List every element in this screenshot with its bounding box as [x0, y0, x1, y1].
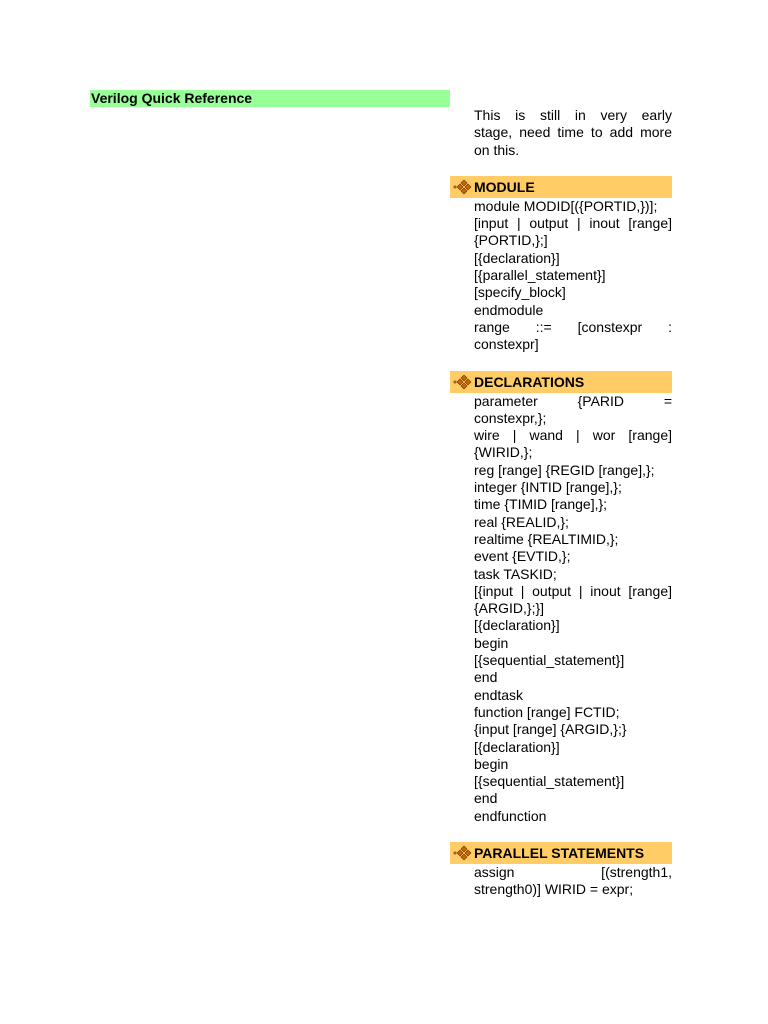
code-line: constexpr] — [474, 336, 539, 353]
code-line: realtime {REALTIMID,}; — [474, 530, 619, 547]
code-line: endmodule — [474, 301, 544, 318]
code-line: task TASKID; — [474, 565, 557, 582]
section-heading-label: MODULE — [474, 178, 535, 195]
code-line: range ::= [constexpr : — [474, 318, 672, 335]
code-line: constexpr,}; — [474, 409, 547, 426]
code-line: [{declaration}] — [474, 249, 560, 266]
section-declarations — [474, 371, 672, 825]
code-line: wire | wand | wor [range] — [474, 427, 672, 444]
code-line: module MODID[({PORTID,})]; — [474, 197, 658, 214]
diamond-cluster-icon — [452, 844, 472, 862]
code-line: {input [range] {ARGID,};} — [474, 721, 627, 738]
document-title: Verilog Quick Reference — [90, 90, 450, 107]
code-line: endfunction — [474, 807, 547, 824]
code-line: assign [(strength1, — [474, 863, 672, 880]
diamond-cluster-icon — [452, 373, 472, 391]
code-line: end — [474, 790, 498, 807]
intro-line: This is still in very early — [474, 107, 672, 123]
code-line: end — [474, 669, 498, 686]
code-line: begin — [474, 755, 509, 772]
code-line: [{sequential_statement}] — [474, 652, 625, 669]
sections-container — [474, 176, 672, 899]
section-parallel-statements — [474, 842, 672, 899]
code-line: [specify_block] — [474, 284, 566, 301]
intro-paragraph — [474, 107, 672, 159]
code-line: [{declaration}] — [474, 738, 560, 755]
code-line: begin — [474, 634, 509, 651]
code-line: integer {INTID [range],}; — [474, 479, 622, 496]
code-line: [{input | output | inout [range] — [474, 582, 672, 599]
code-line: reg [range] {REGID [range],}; — [474, 461, 655, 478]
code-line: endtask — [474, 686, 524, 703]
section-heading — [450, 371, 672, 393]
code-line: {WIRID,}; — [474, 444, 533, 461]
code-line: {ARGID,};}] — [474, 600, 545, 617]
code-line: event {EVTID,}; — [474, 548, 571, 565]
code-line: real {REALID,}; — [474, 513, 569, 530]
code-line: [{parallel_statement}] — [474, 267, 606, 284]
section-heading — [450, 176, 672, 198]
intro-line: on this. — [474, 141, 520, 158]
code-line: [input | output | inout [range] — [474, 215, 672, 232]
content-column — [474, 107, 672, 916]
code-line: [{sequential_statement}] — [474, 773, 625, 790]
code-line: parameter {PARID = — [474, 392, 672, 409]
section-heading — [450, 842, 672, 864]
intro-line: stage, need time to add more — [474, 124, 672, 141]
section-module — [474, 176, 672, 354]
code-line: [{declaration}] — [474, 617, 560, 634]
section-heading-label: PARALLEL STATEMENTS — [474, 844, 645, 861]
code-line: {PORTID,};] — [474, 232, 548, 249]
code-line: time {TIMID [range],}; — [474, 496, 608, 513]
diamond-cluster-icon — [452, 178, 472, 196]
code-line: function [range] FCTID; — [474, 703, 620, 720]
code-line: strength0)] WIRID = expr; — [474, 881, 634, 898]
section-heading-label: DECLARATIONS — [474, 373, 585, 390]
